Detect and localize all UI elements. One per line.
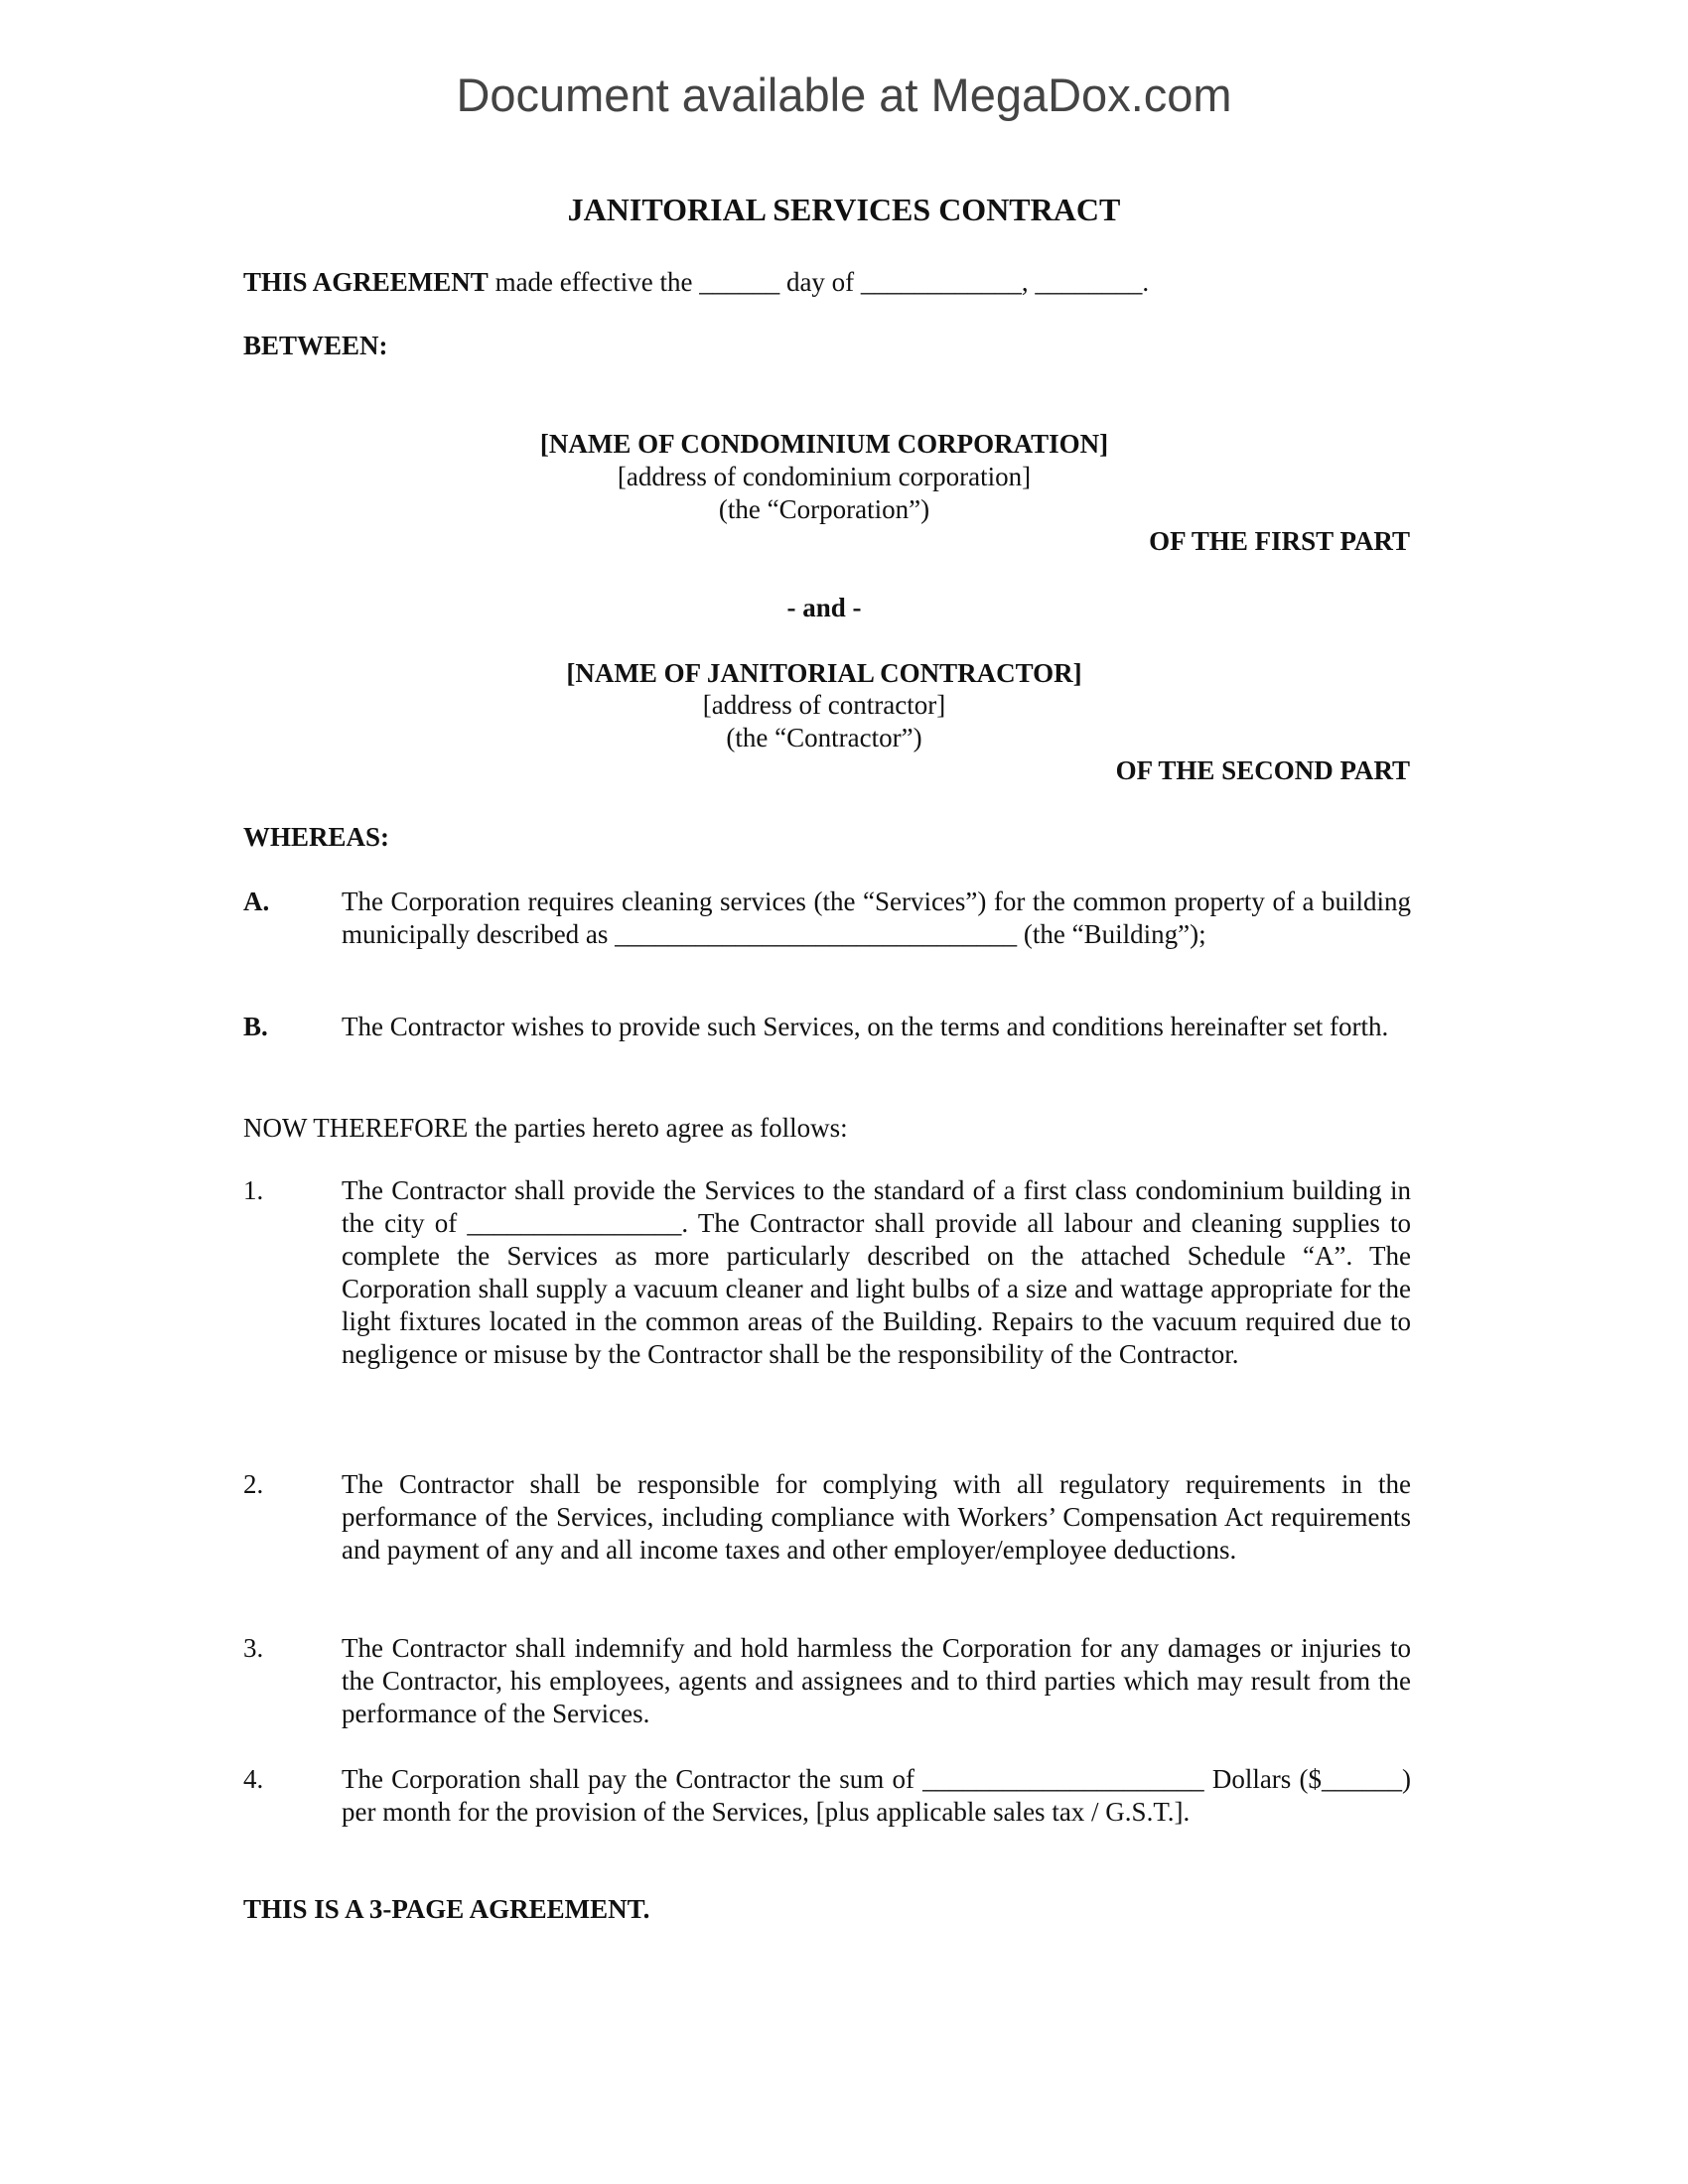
intro-bold: THIS AGREEMENT: [243, 267, 489, 297]
recital-text: The Contractor wishes to provide such Services, on the terms and conditions hereinafter set forth.: [342, 1012, 1389, 1041]
document-title: JANITORIAL SERVICES CONTRACT: [567, 192, 1121, 227]
clause-number: 3.: [243, 1633, 264, 1663]
recital-label: B.: [243, 1012, 268, 1041]
recital-text: The Corporation requires cleaning services (the “Services”) for the common property of a building municipally described as ______________________________ (the “Building”);: [342, 887, 1411, 949]
clause-number: 4.: [243, 1764, 264, 1794]
party1-alias: (the “Corporation”): [718, 494, 930, 524]
now-therefore: NOW THEREFORE the parties hereto agree as follows:: [243, 1113, 848, 1143]
party1-part: OF THE FIRST PART: [1149, 526, 1410, 556]
party1-address: [address of condominium corporation]: [617, 462, 1032, 491]
clause-text: The Contractor shall indemnify and hold harmless the Corporation for any damages or injuries to the Contractor, his employees, agents and assignees and to third parties which may result from the performance of the Services.: [342, 1633, 1411, 1728]
between-label: BETWEEN:: [243, 331, 388, 360]
clause-number: 1.: [243, 1175, 264, 1205]
and-separator: - and -: [786, 593, 862, 622]
clause-number: 2.: [243, 1469, 264, 1499]
clause-text: The Contractor shall be responsible for complying with all regulatory requirements in the performance of the Services, including compliance with Workers’ Compensation Act requirements and payment of any and all income taxes and other employer/employee deductions.: [342, 1469, 1411, 1565]
recital-label: A.: [243, 887, 270, 916]
clause-text: The Contractor shall provide the Services to the standard of a first class condominium building in the city of ________________. The Contractor shall provide all labour and cleaning supplies to complete the Services as more particularly described on the attached Schedule “A”. The Corporation shall supply a vacuum cleaner and light bulbs of a size and wattage appropriate for the light fixtures located in the common areas of the Building. Repairs to the vacuum required due to negligence or misuse by the Contractor shall be the responsibility of the Contractor.: [342, 1175, 1411, 1369]
party2-address: [address of contractor]: [702, 690, 946, 720]
agreement-intro: [243, 266, 1411, 299]
clause-text: The Corporation shall pay the Contractor the sum of _____________________ Dollars ($______) per month for the provision of the Services, [plus applicable sales tax / G.S.T.].: [342, 1764, 1411, 1827]
party2-part: OF THE SECOND PART: [1115, 755, 1410, 785]
intro-text: made effective the ______ day of ____________, ________.: [488, 267, 1150, 297]
party1-name: [NAME OF CONDOMINIUM CORPORATION]: [539, 429, 1109, 459]
page-count-note: THIS IS A 3-PAGE AGREEMENT.: [243, 1894, 650, 1924]
whereas-label: WHEREAS:: [243, 822, 390, 852]
watermark: Document available at MegaDox.com: [456, 68, 1232, 121]
party2-alias: (the “Contractor”): [726, 723, 922, 752]
party2-name: [NAME OF JANITORIAL CONTRACTOR]: [566, 658, 1082, 688]
